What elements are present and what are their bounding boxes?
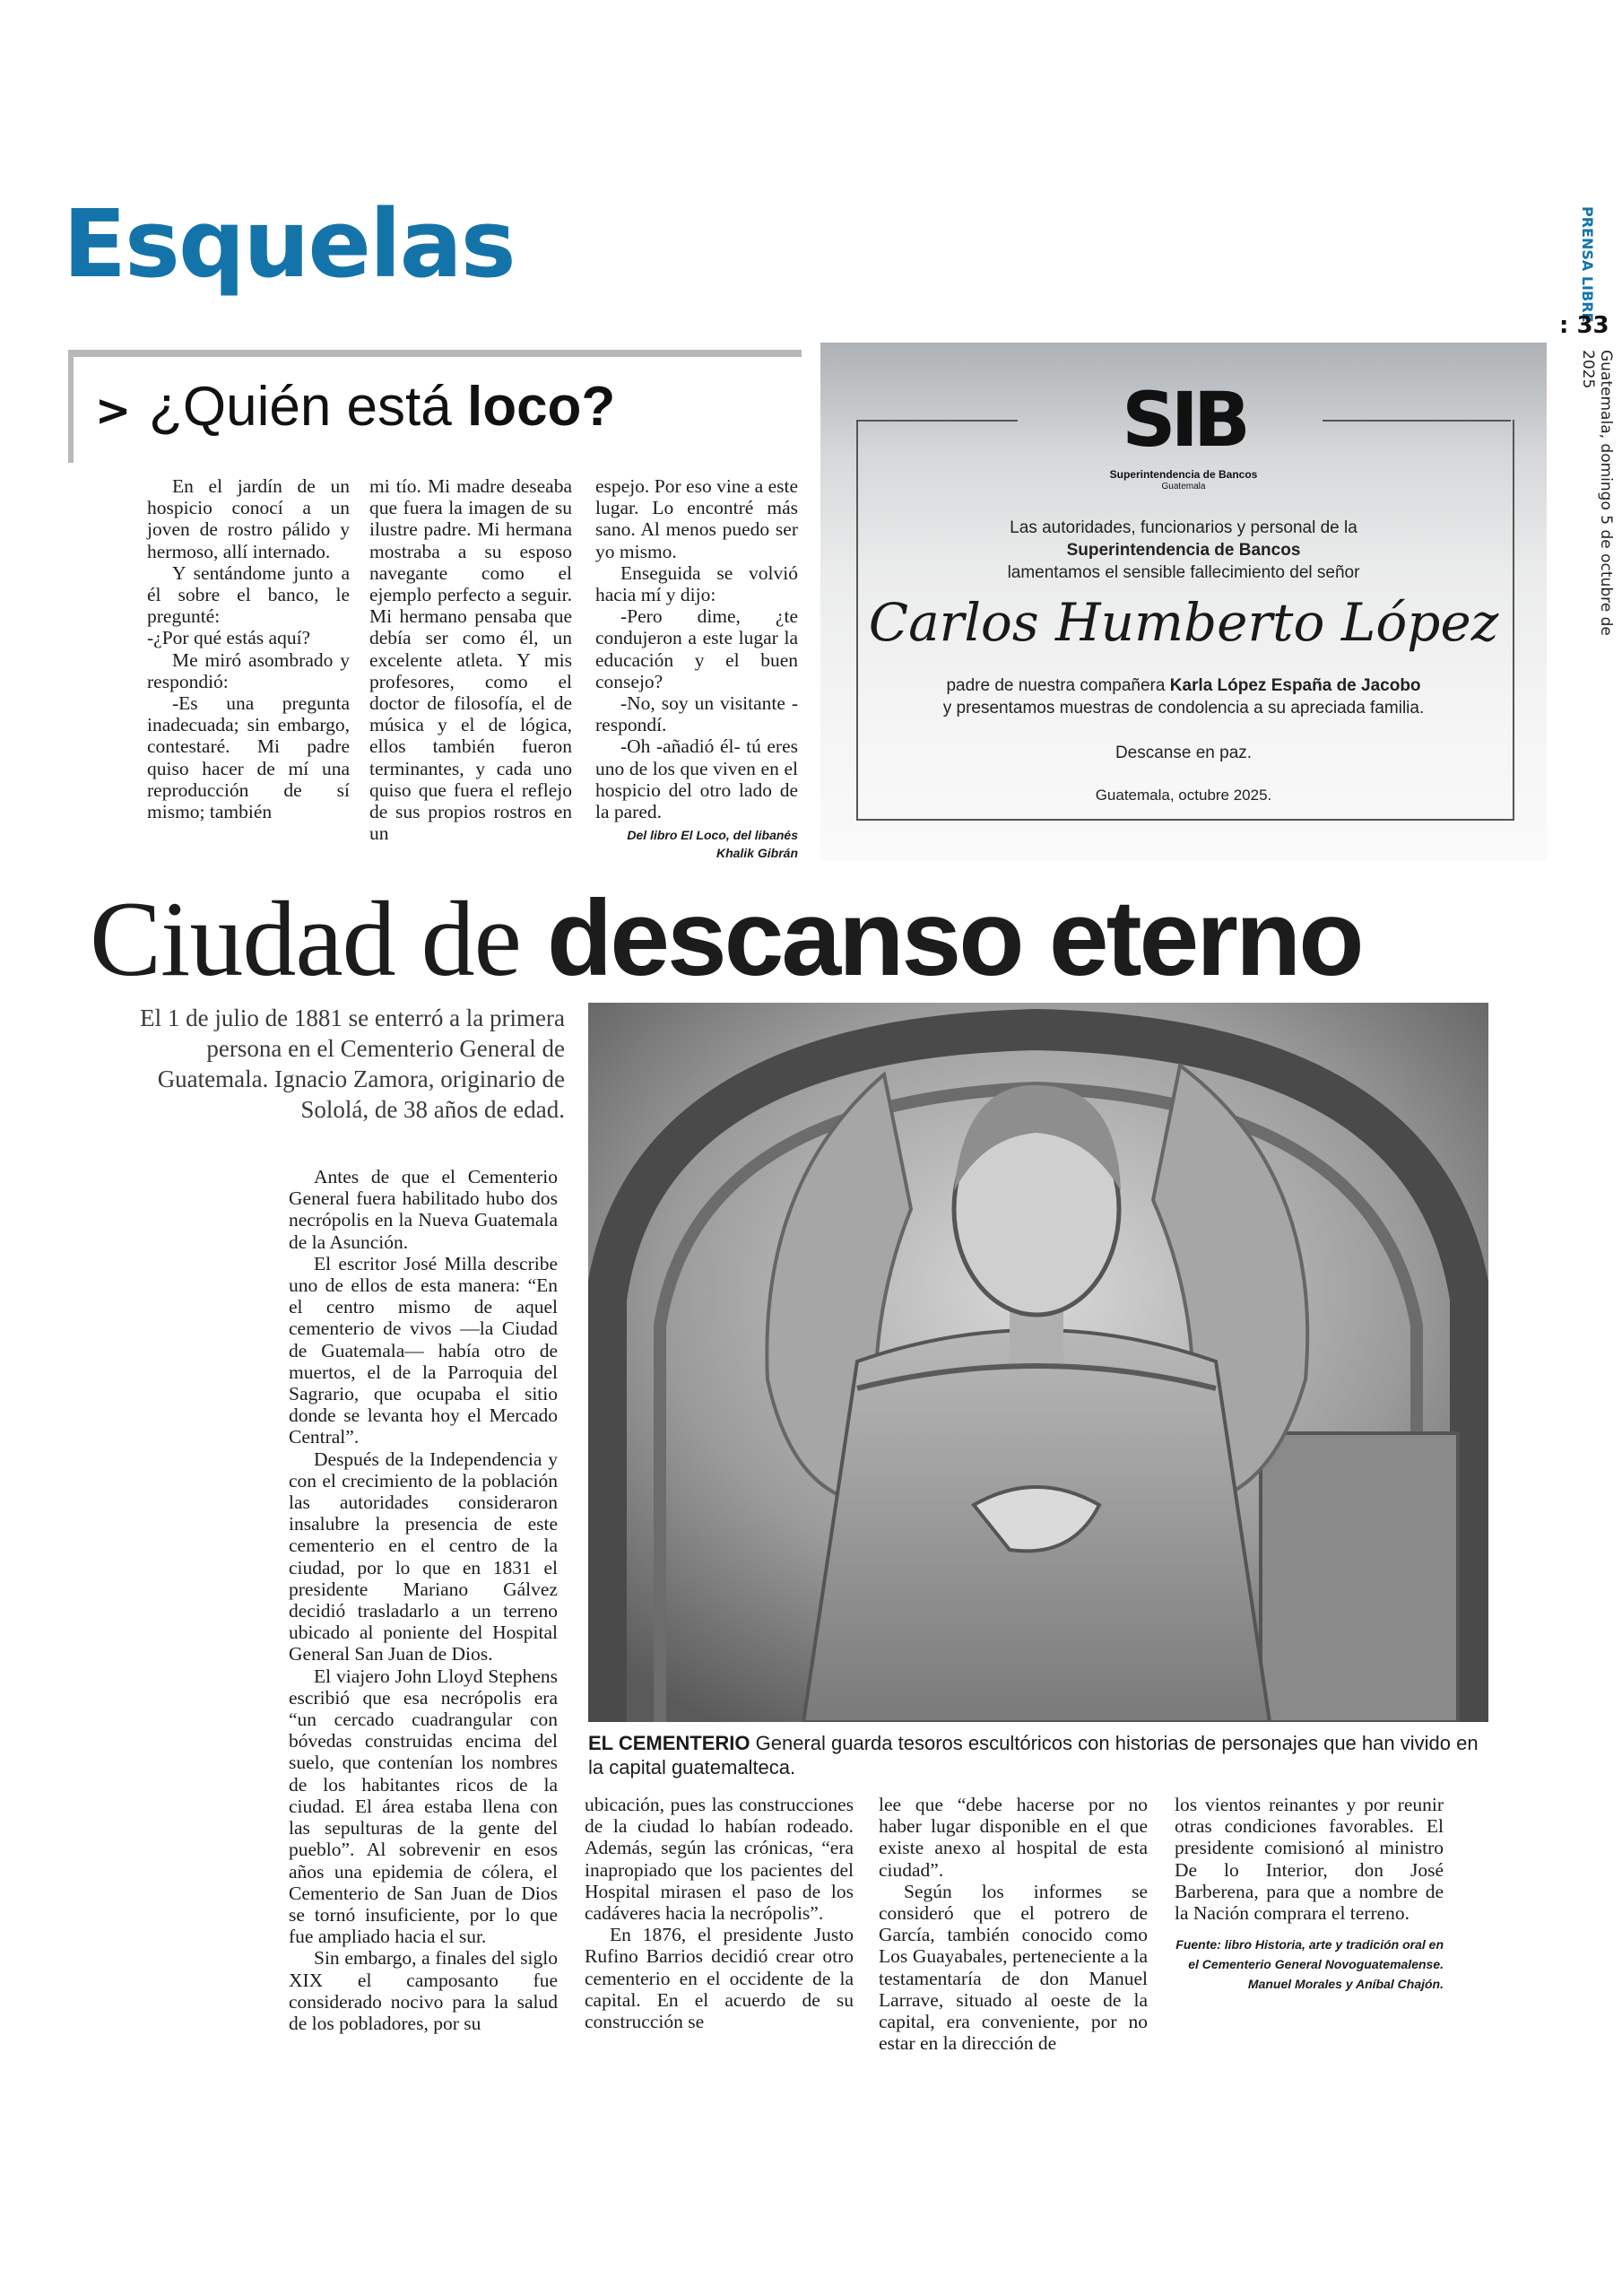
obituary-line-3: lamentamos el sensible fallecimiento del señor — [1007, 563, 1360, 582]
side-strip — [1559, 206, 1615, 673]
org-name: Superintendencia de Bancos — [1109, 468, 1258, 481]
edition-date: Guatemala, domingo 5 de octubre de 2025 — [1579, 350, 1615, 636]
page-number: : 33 — [1559, 312, 1609, 339]
feature-text-col-1: Antes de que el Cementerio General fuera habilitado hubo dos necrópolis en la Nueva Guatemala de la Asunción. El escritor José Milla describe uno de ellos de esta manera: “En el centro mismo de aquel cementerio de vivos —la Ciudad de Guatemala— había otro de muertos, el de la Parroquia del Sagrario, que ocupaba el sitio donde se levanta hoy el Mercado Central”. Después de la Independencia y con el crecimiento de la población las autoridades consideraron insalubre la presencia de este cementerio en el centro de la ciudad, por lo que en 1831 el presidente Mariano Gálvez decidió trasladarlo a un terreno ubicado al poniente del Hospital General San Juan de Dios. El viajero John Lloyd Stephens escribió que esa necrópolis era “un cercado cuadrangular con bóvedas construidas encima del suelo, que contenían los nombres de los habitantes ricos de la ciudad. El área estaba llena con las sepulturas de la gente del pueblo”. Al sobrevenir en esos años una epidemia de cólera, el Cementerio de San Juan de Dios se tornó insuficiente, por lo que fue ampliado hacia el sur. Sin embargo, a finales del siglo XIX el camposanto fue considerado nocivo para la salud de los pobladores, por su — [289, 1166, 558, 2034]
column-header — [68, 357, 807, 463]
column-title: ¿Quién está loco? — [149, 376, 616, 438]
deceased-name: Carlos Humberto López — [868, 592, 1499, 653]
chevron-right-icon: > — [95, 386, 132, 436]
obituary-line-4: padre de nuestra compañera Karla López España de Jacobo — [946, 676, 1421, 695]
obituary-line-5: y presentamos muestras de condolencia a su apreciada familia. — [942, 699, 1425, 718]
column-text-2: mi tío. Mi madre deseaba que fuera la imagen de su ilustre padre. Mi hermana mostraba a su esposo navegante como el ejemplo perfecto a seguir. Mi hermano pensaba que debía ser como él, un excelente atleta. Y mis profesores, como el doctor de filosofía, el de música y el de lógica, ellos también fueron terminantes, y cada uno quiso que fuera el reflejo de sus propios rostros en un — [369, 475, 572, 845]
column-source: Del libro El Loco, del libanés Khalik Gibrán — [627, 828, 798, 861]
feature-text-col-3: lee que “debe hacerse por no haber lugar disponible en el que existe anexo al hospital de esta ciudad”. Según los informes se consideró que el potrero de García, también conocido como Los Guayabales, perteneciente a la testamentaría de don Manuel Larrave, situado al oeste de la capital, era conveniente, por no estar en la dirección de — [879, 1794, 1148, 2055]
obituary-line-2: Superintendencia de Bancos — [1066, 541, 1301, 560]
feature-text-col-4: los vientos reinantes y por reunir otras condiciones favorables. El presidente comisionó al ministro De lo Interior, don José Barberena, para que a nombre de la Nación comprara el terreno. Fuente: libro Historia, arte y tradición oral en el Cementerio General Novoguatemalense. Manuel Morales y Aníbal Chajón. — [1175, 1794, 1444, 1994]
cemetery-angel-photo — [588, 1003, 1488, 1722]
column-text-3: espejo. Por eso vine a este lugar. Lo encontré más sano. Al menos puedo ser yo mismo. Enseguida se volvió hacia mí y dijo: -Pero dime, ¿te condujeron a este lugar la educación y el buen consejo? -No, soy un visitante -respondí. -Oh -añadió él- tú eres uno de los que viven en el hospicio del otro lado de la pared. Del libro El Loco, del libanés Khalik Gibrán — [595, 475, 798, 861]
org-country: Guatemala — [1161, 482, 1206, 491]
column-text-1: En el jardín de un hospicio conocí a un joven de rostro pálido y hermoso, allí internado. Y sentándome junto a él sobre el banco, le pregunté: -¿Por qué estás aquí? Me miró asombrado y respondió: -Es una pregunta inadecuada; sin embargo, contestaré. Mi padre quiso hacer de mí una reproducción de sí mismo; también — [147, 475, 350, 823]
obituary-place-date: Guatemala, octubre 2025. — [1095, 787, 1272, 804]
feature-headline: Ciudad de descanso eterno — [90, 878, 1362, 998]
obituary-line-1: Las autoridades, funcionarios y personal de la — [1010, 518, 1357, 537]
section-title: Esquelas — [63, 189, 515, 299]
photo-caption: EL CEMENTERIO General guarda tesoros escultóricos con historias de personajes que han vivido en la capital guatemalteca. — [588, 1732, 1479, 1779]
obituary-notice — [820, 343, 1547, 861]
obituary-rest: Descanse en paz. — [1115, 744, 1253, 762]
feature-source: Fuente: libro Historia, arte y tradición oral en el Cementerio General Novoguatemalense. Manuel Morales y Aníbal Chajón. — [1175, 1937, 1444, 1992]
publication-name: PRENSA LIBRE — [1579, 206, 1596, 323]
column-rule — [68, 350, 802, 357]
feature-dek: El 1 de julio de 1881 se enterró a la primera persona en el Cementerio General de Guatemala. Ignacio Zamora, originario de Sololá, de 38 años de edad. — [140, 1004, 565, 1123]
feature-text-col-2: ubicación, pues las construcciones de la ciudad lo habían rodeado. Además, según las crónicas, “era inapropiado que los pacientes del Hospital mirasen el paso de los cadáveres hacia la necrópolis”. En 1876, el presidente Justo Rufino Barrios decidió crear otro cementerio en el occidente de la capital. En el acuerdo de su construcción se — [585, 1794, 854, 2033]
sib-logo: SIB — [1122, 376, 1245, 464]
